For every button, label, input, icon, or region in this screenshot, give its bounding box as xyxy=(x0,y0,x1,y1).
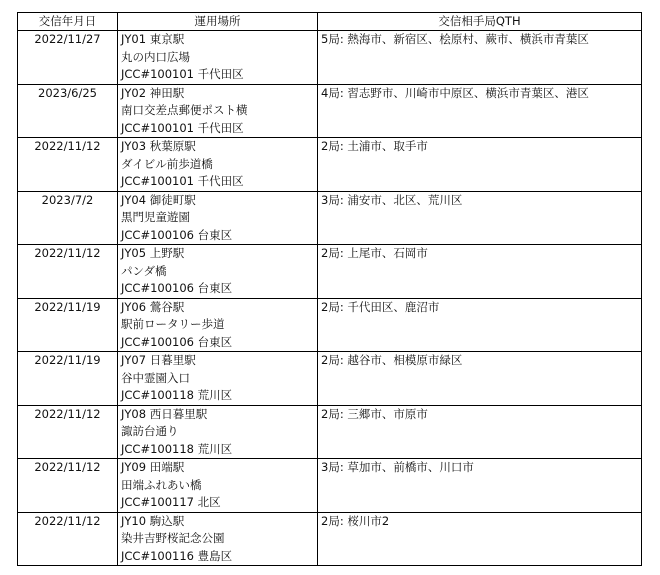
table-row xyxy=(18,405,642,459)
location-cell xyxy=(118,245,318,299)
place-name: 南口交差点郵便ポスト横 xyxy=(121,103,248,117)
table-row xyxy=(18,459,642,513)
date-cell: 2022/11/12 xyxy=(18,245,118,299)
location-cell xyxy=(118,31,318,85)
place-name: ダイビル前歩道橋 xyxy=(121,156,213,171)
jcc-code: JCC#100101 千代田区 xyxy=(121,174,244,188)
location-cell xyxy=(118,84,318,138)
jcc-code: JCC#100101 千代田区 xyxy=(121,120,244,135)
qth-cell: 2局: 桜川市2 xyxy=(318,512,642,566)
table-row xyxy=(18,31,642,85)
station-name: JY04 御徒町駅 xyxy=(121,192,196,207)
date-cell: 2022/11/12 xyxy=(18,138,118,192)
place-name: 黒門児童遊園 xyxy=(121,210,190,224)
table-row xyxy=(18,84,642,138)
station-name: JY10 駒込駅 xyxy=(121,513,185,528)
jcc-code: JCC#100106 台東区 xyxy=(121,227,233,242)
date-cell: 2022/11/12 xyxy=(18,512,118,566)
qth-cell: 2局: 土浦市、取手市 xyxy=(318,138,642,192)
jcc-code: JCC#100116 豊島区 xyxy=(121,548,233,563)
qth-cell: 2局: 三郷市、市原市 xyxy=(318,405,642,459)
date-cell: 2022/11/27 xyxy=(18,31,118,85)
jcc-code: JCC#100101 千代田区 xyxy=(121,67,244,81)
place-name: 谷中霊園入口 xyxy=(121,370,190,385)
location-cell xyxy=(118,138,318,192)
place-name: 諏訪台通り xyxy=(121,424,179,438)
location-cell xyxy=(118,512,318,566)
jcc-code: JCC#100106 台東区 xyxy=(121,281,233,295)
place-name: 田端ふれあい橋 xyxy=(121,477,202,492)
qth-cell: 3局: 草加市、前橋市、川口市 xyxy=(318,459,642,513)
location-cell xyxy=(118,459,318,513)
table-row xyxy=(18,245,642,299)
station-name: JY09 田端駅 xyxy=(121,460,185,474)
qth-cell: 5局: 熱海市、新宿区、桧原村、蕨市、横浜市青葉区 xyxy=(318,31,642,85)
jcc-code: JCC#100106 台東区 xyxy=(121,334,233,349)
table-row xyxy=(18,138,642,192)
date-cell: 2022/11/19 xyxy=(18,298,118,352)
jcc-code: JCC#100118 荒川区 xyxy=(121,441,233,456)
table-row xyxy=(18,298,642,352)
station-name: JY03 秋葉原駅 xyxy=(121,139,196,153)
qth-cell: 3局: 浦安市、北区、荒川区 xyxy=(318,191,642,245)
place-name: 丸の内口広場 xyxy=(121,49,190,64)
table-row xyxy=(18,191,642,245)
place-name: 染井吉野桜記念公園 xyxy=(121,531,225,545)
table-row xyxy=(18,512,642,566)
header-row xyxy=(18,13,642,31)
date-cell: 2022/11/12 xyxy=(18,459,118,513)
qth-cell: 2局: 千代田区、鹿沼市 xyxy=(318,298,642,352)
qth-cell: 2局: 上尾市、石岡市 xyxy=(318,245,642,299)
date-cell: 2022/11/12 xyxy=(18,405,118,459)
table-header xyxy=(18,13,642,31)
qth-cell: 4局: 習志野市、川崎市中原区、横浜市青葉区、港区 xyxy=(318,84,642,138)
date-cell: 2022/11/19 xyxy=(18,352,118,406)
location-cell xyxy=(118,191,318,245)
station-name: JY02 神田駅 xyxy=(121,85,185,100)
table-row xyxy=(18,352,642,406)
date-cell: 2023/7/2 xyxy=(18,191,118,245)
location-cell xyxy=(118,405,318,459)
contact-log-table xyxy=(17,12,642,566)
header-location: 運用場所 xyxy=(118,13,318,31)
jcc-code: JCC#100117 北区 xyxy=(121,495,221,509)
header-date: 交信年月日 xyxy=(18,13,118,31)
station-name: JY08 西日暮里駅 xyxy=(121,406,208,421)
header-qth: 交信相手局QTH xyxy=(318,13,642,31)
place-name: 駅前ロータリー歩道 xyxy=(121,317,225,331)
station-name: JY05 上野駅 xyxy=(121,246,185,260)
location-cell xyxy=(118,352,318,406)
location-cell xyxy=(118,298,318,352)
station-name: JY07 日暮里駅 xyxy=(121,353,196,367)
table-body xyxy=(18,31,642,566)
station-name: JY01 東京駅 xyxy=(121,32,185,46)
station-name: JY06 鶯谷駅 xyxy=(121,299,185,314)
qth-cell: 2局: 越谷市、相模原市緑区 xyxy=(318,352,642,406)
place-name: パンダ橋 xyxy=(121,263,167,278)
date-cell: 2023/6/25 xyxy=(18,84,118,138)
jcc-code: JCC#100118 荒川区 xyxy=(121,388,233,402)
